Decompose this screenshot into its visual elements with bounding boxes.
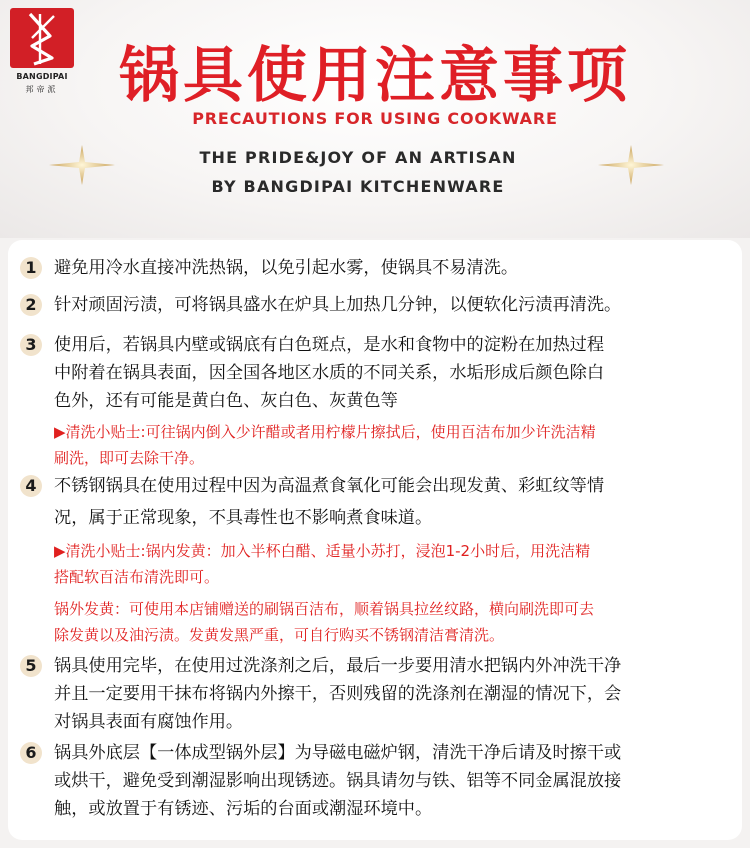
item-number-badge: 3: [20, 334, 42, 356]
item-text: 色外，还有可能是黄白色、灰白色、灰黄色等: [54, 391, 398, 411]
brand-name-en: BANGDIPAI: [16, 72, 68, 81]
item-text: 锅具外底层【一体成型锅外层】为导磁电磁炉钢，清洗干净后请及时擦干或: [54, 743, 622, 763]
page-title: 锅具使用注意事项: [119, 41, 631, 111]
header-banner: [0, 0, 750, 238]
tagline-1: THE PRIDE&JOY OF AN ARTISAN: [199, 148, 517, 167]
item-text: 使用后，若锅具内壁或锅底有白色斑点，是水和食物中的淀粉在加热过程: [54, 335, 605, 355]
cleaning-tip: 除发黄以及油污渍。发黄发黑严重，可自行购买不锈钢清洁膏清洗。: [54, 626, 505, 644]
item-text: 针对顽固污渍，可将锅具盛水在炉具上加热几分钟，以便软化污渍再清洗。: [54, 295, 622, 315]
item-number-badge: 2: [20, 294, 42, 316]
item-number-badge: 5: [20, 655, 42, 677]
item-text: 对锅具表面有腐蚀作用。: [54, 712, 244, 732]
item-text: 避免用冷水直接冲洗热锅，以免引起水雾，使锅具不易清洗。: [54, 258, 519, 278]
item-text: 不锈钢锅具在使用过程中因为高温煮食氧化可能会出现发黄、彩虹纹等情: [54, 476, 605, 496]
cleaning-tip: 锅外发黄：可使用本店铺赠送的刷锅百洁布，顺着锅具拉丝纹路，横向刷洗即可去: [54, 600, 595, 618]
cleaning-tip: ▶清洗小贴士:锅内发黄：加入半杯白醋、适量小苏打，浸泡1-2小时后，用洗洁精: [54, 542, 591, 560]
page-subtitle: PRECAUTIONS FOR USING COOKWARE: [192, 109, 558, 128]
item-number-badge: 4: [20, 475, 42, 497]
item-text: 并且一定要用干抹布将锅内外擦干，否则残留的洗涤剂在潮湿的情况下，会: [54, 684, 622, 704]
item-text: 况，属于正常现象，不具毒性也不影响煮食味道。: [54, 508, 433, 528]
sparkle-right-icon: [596, 143, 666, 187]
brand-name-cn: 邦帝派: [25, 85, 59, 94]
tagline-2: BY BANGDIPAI KITCHENWARE: [211, 177, 505, 196]
precautions-card: [8, 240, 742, 840]
item-text: 触，或放置于有锈迹、污垢的台面或潮湿环境中。: [54, 799, 433, 819]
item-text: 中附着在锅具表面，因全国各地区水质的不同关系，水垢形成后颜色除白: [54, 363, 605, 383]
item-number-badge: 6: [20, 742, 42, 764]
item-text: 锅具使用完毕，在使用过洗涤剂之后，最后一步要用清水把锅内外冲洗干净: [54, 656, 622, 676]
item-text: 或烘干，避免受到潮湿影响出现锈迹。锅具请勿与铁、铝等不同金属混放接: [54, 771, 622, 791]
item-number-badge: 1: [20, 257, 42, 279]
cleaning-tip: 搭配软百洁布清洗即可。: [54, 568, 220, 586]
cleaning-tip: ▶清洗小贴士:可往锅内倒入少许醋或者用柠檬片擦拭后，使用百洁布加少许洗洁精: [54, 423, 596, 441]
cleaning-tip: 刷洗，即可去除干净。: [54, 449, 205, 467]
